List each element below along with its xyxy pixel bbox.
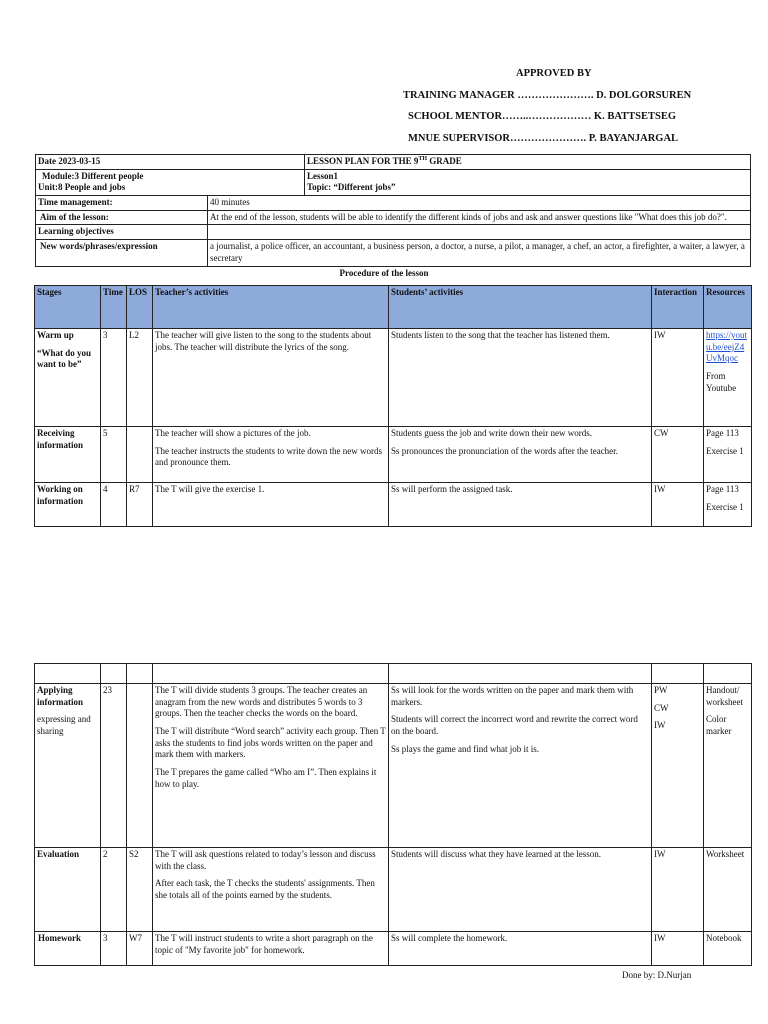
learning-objectives-label: Learning objectives — [36, 225, 208, 240]
plan-title-grade: GRADE — [427, 156, 462, 166]
teacher-activity: The teacher will show a pictures of the job. — [155, 428, 311, 438]
time-management-value: 40 minutes — [208, 196, 751, 211]
teacher-cell: The T will instruct students to write a short paragraph on the topic of "My favorite job" for homework. — [153, 932, 389, 966]
row-applying-information — [35, 684, 752, 848]
procedure-table-1 — [34, 285, 752, 527]
students-cell: Students listen to the song that the teacher has listened them. — [389, 329, 652, 427]
teacher-cell — [153, 848, 389, 932]
student-activity: Ss will look for the words written on the paper and mark them with markers. — [391, 685, 634, 707]
teacher-activity: The T will ask questions related to today’s lesson and discuss with the class. — [155, 849, 376, 871]
students-cell: Ss will complete the homework. — [389, 932, 652, 966]
resource-item: Page 113 — [706, 428, 739, 438]
stage-name: Evaluation — [35, 848, 101, 932]
lesson-cell — [305, 169, 751, 195]
row-receiving-information — [35, 427, 752, 483]
los-cell: S2 — [127, 848, 153, 932]
resources-cell: Notebook — [704, 932, 752, 966]
teacher-activity: After each task, the T checks the students' assignments. Then she totals all of the points earned by the students. — [155, 878, 375, 901]
done-by: Done by: D.Nurjan — [622, 970, 692, 980]
los-cell — [127, 427, 153, 483]
date: Date 2023-03-15 — [38, 156, 101, 166]
new-words-label: New words/phrases/expression — [36, 240, 208, 266]
los-cell: R7 — [127, 483, 153, 527]
stage-subtitle: expressing and sharing — [37, 714, 91, 737]
teacher-cell: The teacher will give listen to the song to the students about jobs. The teacher will distribute the lyrics of the song. — [153, 329, 389, 427]
los-cell — [127, 684, 153, 848]
info-row-date — [36, 155, 751, 170]
approved-by: APPROVED BY — [516, 68, 592, 79]
student-activity: Students will correct the incorrect word and rewrite the correct word on the board. — [391, 714, 638, 737]
module: Module:3 Different people — [42, 170, 144, 181]
student-activity: Ss plays the game and find what job it is. — [391, 743, 539, 754]
col-resources: Resources — [704, 286, 752, 329]
resource-item: Handout/ worksheet — [706, 685, 743, 707]
time-cell: 3 — [101, 329, 127, 427]
col-los: LOS — [127, 286, 153, 329]
teacher-activity: The T prepares the game called “Who am I”. Then explains it how to play. — [155, 767, 377, 789]
resource-item: Exercise 1 — [706, 445, 744, 456]
teacher-cell — [153, 684, 389, 848]
stage-subtitle: “What do you want to be” — [37, 347, 92, 370]
interaction-cell: IW — [652, 329, 704, 427]
students-cell: Students will discuss what they have learned at the lesson. — [389, 848, 652, 932]
plan-title-text: LESSON PLAN FOR THE 9 — [307, 156, 419, 166]
interaction-item: CW — [654, 702, 669, 713]
stage-name: Applying information — [37, 685, 83, 707]
lesson: Lesson1 — [307, 170, 339, 181]
resources-cell — [704, 329, 752, 427]
lesson-info-table — [35, 154, 751, 267]
time-cell: 3 — [101, 932, 127, 966]
stage-name: Receiving information — [35, 427, 101, 483]
plan-title — [307, 156, 462, 166]
col-stages: Stages — [35, 286, 101, 329]
stage-name: Homework — [35, 932, 101, 966]
stage-name: Working on information — [35, 483, 101, 527]
training-manager-line: TRAINING MANAGER …………………. D. DOLGORSUREN — [403, 90, 692, 101]
student-activity: Students guess the job and write down their new words. — [391, 428, 592, 438]
interaction-item: IW — [654, 720, 666, 731]
interaction-cell: IW — [652, 848, 704, 932]
teacher-activity: The T will distribute “Word search” activity each group. Then T asks the students to find jobs words written on the paper and mark them with markers. — [155, 726, 386, 760]
resource-item: Exercise 1 — [706, 501, 744, 512]
col-interaction: Interaction — [652, 286, 704, 329]
unit: Unit:8 People and jobs — [38, 182, 126, 193]
time-management-label: Time management: — [36, 196, 208, 211]
info-row-aim — [36, 210, 751, 225]
resources-cell: Worksheet — [704, 848, 752, 932]
procedure-table-2 — [34, 663, 752, 966]
interaction-cell — [652, 684, 704, 848]
time-cell: 5 — [101, 427, 127, 483]
student-activity: Ss pronounces the pronunciation of the words after the teacher. — [391, 445, 618, 456]
interaction-item: PW — [654, 685, 668, 695]
time-cell: 2 — [101, 848, 127, 932]
empty-header-row — [35, 664, 752, 684]
info-row-new-words — [36, 240, 751, 266]
col-teacher: Teacher’s activities — [153, 286, 389, 329]
col-students: Students’ activities — [389, 286, 652, 329]
date-cell — [36, 155, 305, 170]
los-cell: W7 — [127, 932, 153, 966]
info-row-objectives — [36, 225, 751, 240]
stage-cell — [35, 329, 101, 427]
students-cell — [389, 684, 652, 848]
teacher-cell — [153, 427, 389, 483]
aim-label: Aim of the lesson: — [36, 210, 208, 225]
row-evaluation — [35, 848, 752, 932]
info-row-module — [36, 169, 751, 195]
students-cell: Ss will perform the assigned task. — [389, 483, 652, 527]
new-words-value: a journalist, a police officer, an accountant, a business person, a doctor, a nurse, a pilot, a manager, a chef, an actor, a firefighter, a waiter, a lawyer, a secretary — [208, 240, 751, 266]
resource-item: Color marker — [706, 714, 732, 737]
row-warm-up — [35, 329, 752, 427]
interaction-cell: CW — [652, 427, 704, 483]
interaction-cell: IW — [652, 932, 704, 966]
aim-value: At the end of the lesson, students will be able to identify the different kinds of jobs and ask and answer questions like "What does this job do?". — [208, 210, 751, 225]
module-cell — [36, 169, 305, 195]
youtube-link[interactable]: https://youtu.be/eejZ4UvMqoc — [706, 330, 748, 364]
teacher-activity: The T will divide students 3 groups. The teacher creates an anagram from the new words and distributes 5 words to 3 groups. Then the teacher checks the words on the board. — [155, 685, 368, 719]
resources-cell — [704, 483, 752, 527]
los-cell: L2 — [127, 329, 153, 427]
mnue-supervisor-line: MNUE SUPERVISOR…………………. P. BAYANJARGAL — [408, 133, 679, 144]
row-working-on-information — [35, 483, 752, 527]
procedure-title: Procedure of the lesson — [339, 268, 429, 278]
school-mentor-line: SCHOOL MENTOR……..……………… K. BATTSETSEG — [408, 111, 676, 122]
resource-item: Page 113 — [706, 484, 739, 494]
teacher-cell: The T will give the exercise 1. — [153, 483, 389, 527]
resource-note: From Youtube — [706, 371, 737, 393]
info-row-time — [36, 196, 751, 211]
plan-title-sup: TH — [418, 156, 428, 162]
stage-name: Warm up — [37, 330, 74, 340]
col-time: Time — [101, 286, 127, 329]
topic: Topic: “Different jobs” — [307, 182, 396, 193]
teacher-activity: The teacher instructs the students to write down the new words and pronounce them. — [155, 445, 382, 468]
plan-title-cell — [305, 155, 751, 170]
resources-cell — [704, 684, 752, 848]
stage-cell — [35, 684, 101, 848]
interaction-cell: IW — [652, 483, 704, 527]
time-cell: 4 — [101, 483, 127, 527]
row-homework — [35, 932, 752, 966]
students-cell — [389, 427, 652, 483]
learning-objectives-value — [208, 225, 751, 240]
time-cell: 23 — [101, 684, 127, 848]
procedure-header-row — [35, 286, 752, 329]
resources-cell — [704, 427, 752, 483]
